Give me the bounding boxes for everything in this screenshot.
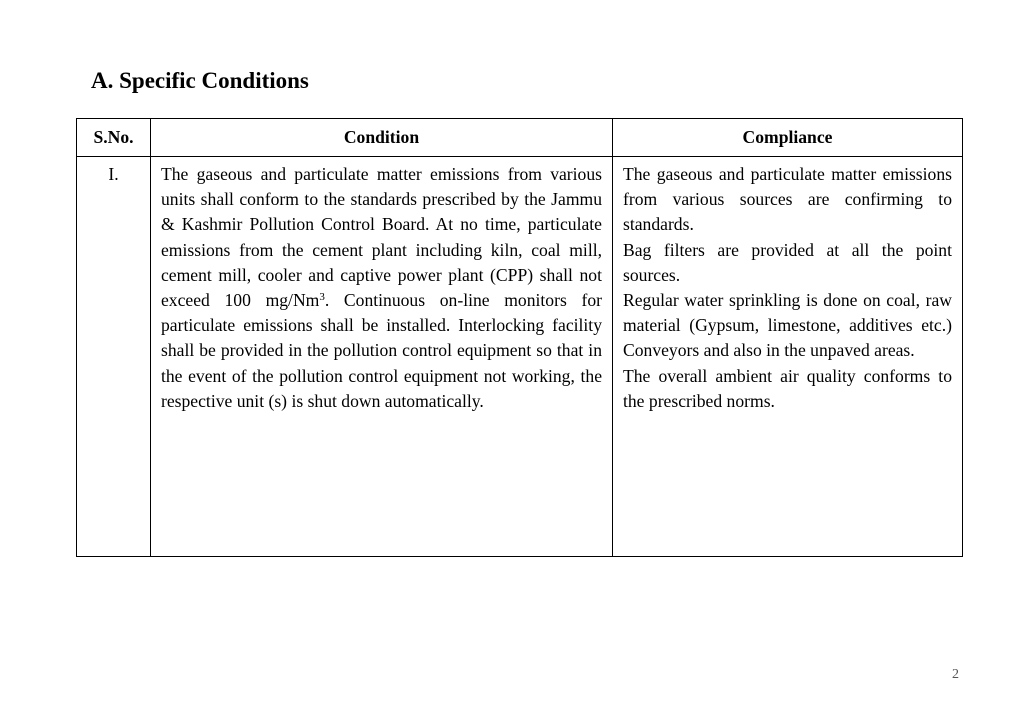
table-header-row (77, 119, 963, 157)
condition-superscript: 3 (319, 291, 325, 304)
compliance-paragraph: Regular water sprinkling is done on coal, raw material (Gypsum, limestone, additives etc.) Conveyors and also in the unpaved areas. (623, 290, 952, 361)
row-sno: I. (77, 157, 151, 557)
header-compliance: Compliance (613, 119, 963, 157)
condition-text-part2: . Continuous on-line monitors for particulate emissions shall be installed. Interlocking facility shall be provided in the pollution control equipment so that in the event of the pollution control equipment not working, the respective unit (s) is shut down automatically. (161, 290, 602, 411)
section-title: A. Specific Conditions (91, 68, 309, 93)
header-condition: Condition (151, 119, 613, 157)
row-compliance (613, 157, 963, 557)
compliance-paragraph: The overall ambient air quality conforms to the prescribed norms. (623, 365, 952, 411)
compliance-paragraph: Bag filters are provided at all the point sources. (623, 239, 952, 285)
conditions-table (76, 118, 963, 557)
row-condition (151, 157, 613, 557)
table-row (77, 157, 963, 557)
header-sno: S.No. (77, 119, 151, 157)
compliance-paragraph: The gaseous and particulate matter emissions from various sources are confirming to standards. (623, 164, 952, 235)
condition-text-part1: The gaseous and particulate matter emissions from various units shall conform to the standards prescribed by the Jammu & Kashmir Pollution Control Board. At no time, particulate emissions from the cement plant including kiln, coal mill, cement mill, cooler and captive power plant (CPP) shall not exceed 100 mg/Nm (161, 164, 602, 311)
page-number: 2 (952, 667, 959, 682)
